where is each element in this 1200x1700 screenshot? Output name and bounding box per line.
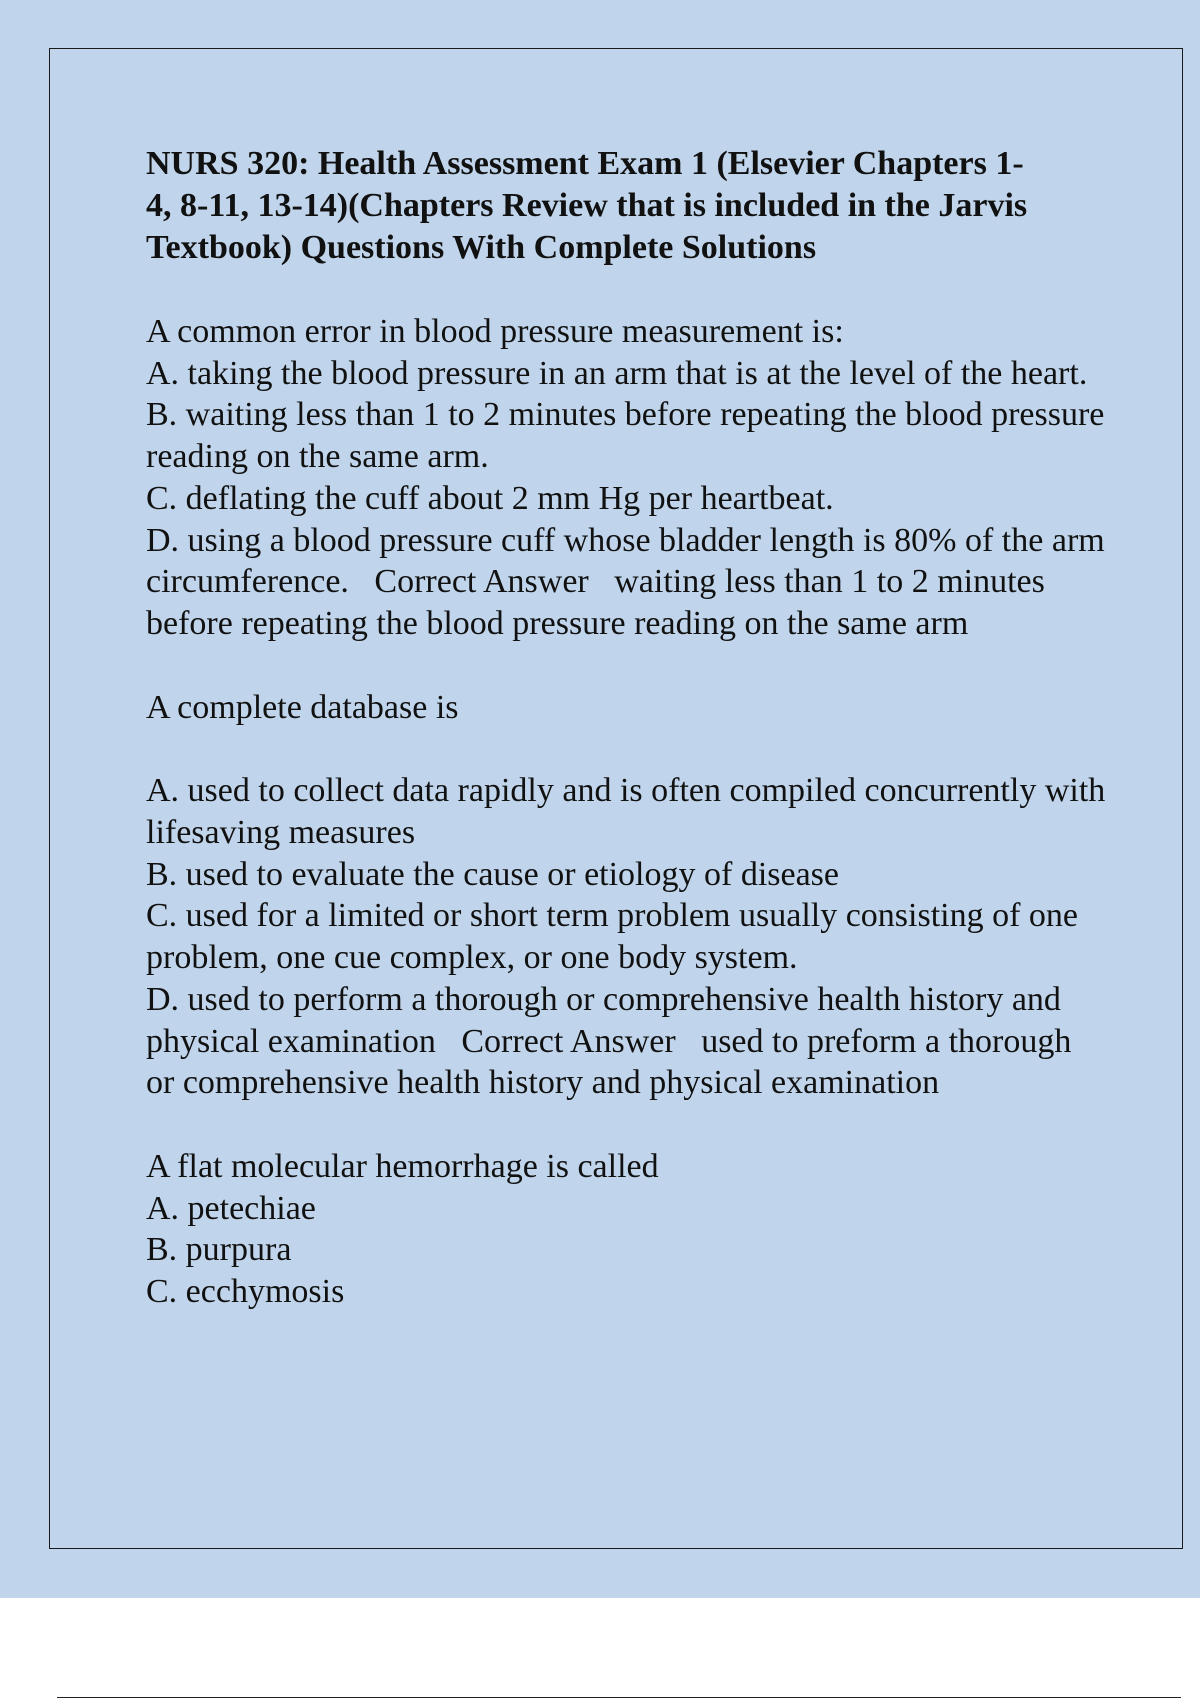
question-stem: A complete database is [146,688,459,726]
correct-answer-label: Correct Answer [374,563,589,601]
correct-answer-text: used to preform a thorough or comprehensive health history and physical examination [146,1022,1072,1102]
title-line: Textbook) Questions With Complete Solutions [146,229,817,266]
question-stem: A flat molecular hemorrhage is called [146,1147,659,1185]
answer-option-with-solution [146,520,1106,645]
title-line: 4, 8-11, 13-14)(Chapters Review that is included in the Jarvis [146,187,1028,224]
correct-answer-label: Correct Answer [461,1022,676,1060]
question-1 [146,311,1106,1313]
answer-option: C. deflating the cuff about 2 mm Hg per heartbeat. [146,479,834,517]
document-body [146,143,1106,1313]
answer-option: C. ecchymosis [146,1273,345,1311]
answer-option: B. waiting less than 1 to 2 minutes before repeating the blood pressure reading on the same arm. [146,396,1105,476]
answer-option: A. petechiae [146,1189,316,1227]
answer-option: B. used to evaluate the cause or etiology of disease [146,855,839,893]
answer-option: D. used to perform a thorough or comprehensive health history and physical examination [146,980,1061,1060]
answer-option: A. taking the blood pressure in an arm that is at the level of the heart. [146,354,1088,392]
answer-option-with-solution [146,979,1106,1104]
answer-option: D. using a blood pressure cuff whose bladder length is 80% of the arm circumference. [146,521,1105,601]
document-title [146,143,1106,269]
answer-option: C. used for a limited or short term problem usually consisting of one problem, one cue complex, or one body system. [146,897,1079,977]
title-line: NURS 320: Health Assessment Exam 1 (Elsevier Chapters 1- [146,145,1024,182]
answer-option: B. purpura [146,1231,292,1269]
question-stem: A common error in blood pressure measurement is: [146,313,844,350]
answer-option: A. used to collect data rapidly and is often compiled concurrently with lifesaving measures [146,772,1106,852]
footer-rule [57,1697,1181,1698]
correct-answer-text: waiting less than 1 to 2 minutes before repeating the blood pressure reading on the same arm [146,563,1045,642]
